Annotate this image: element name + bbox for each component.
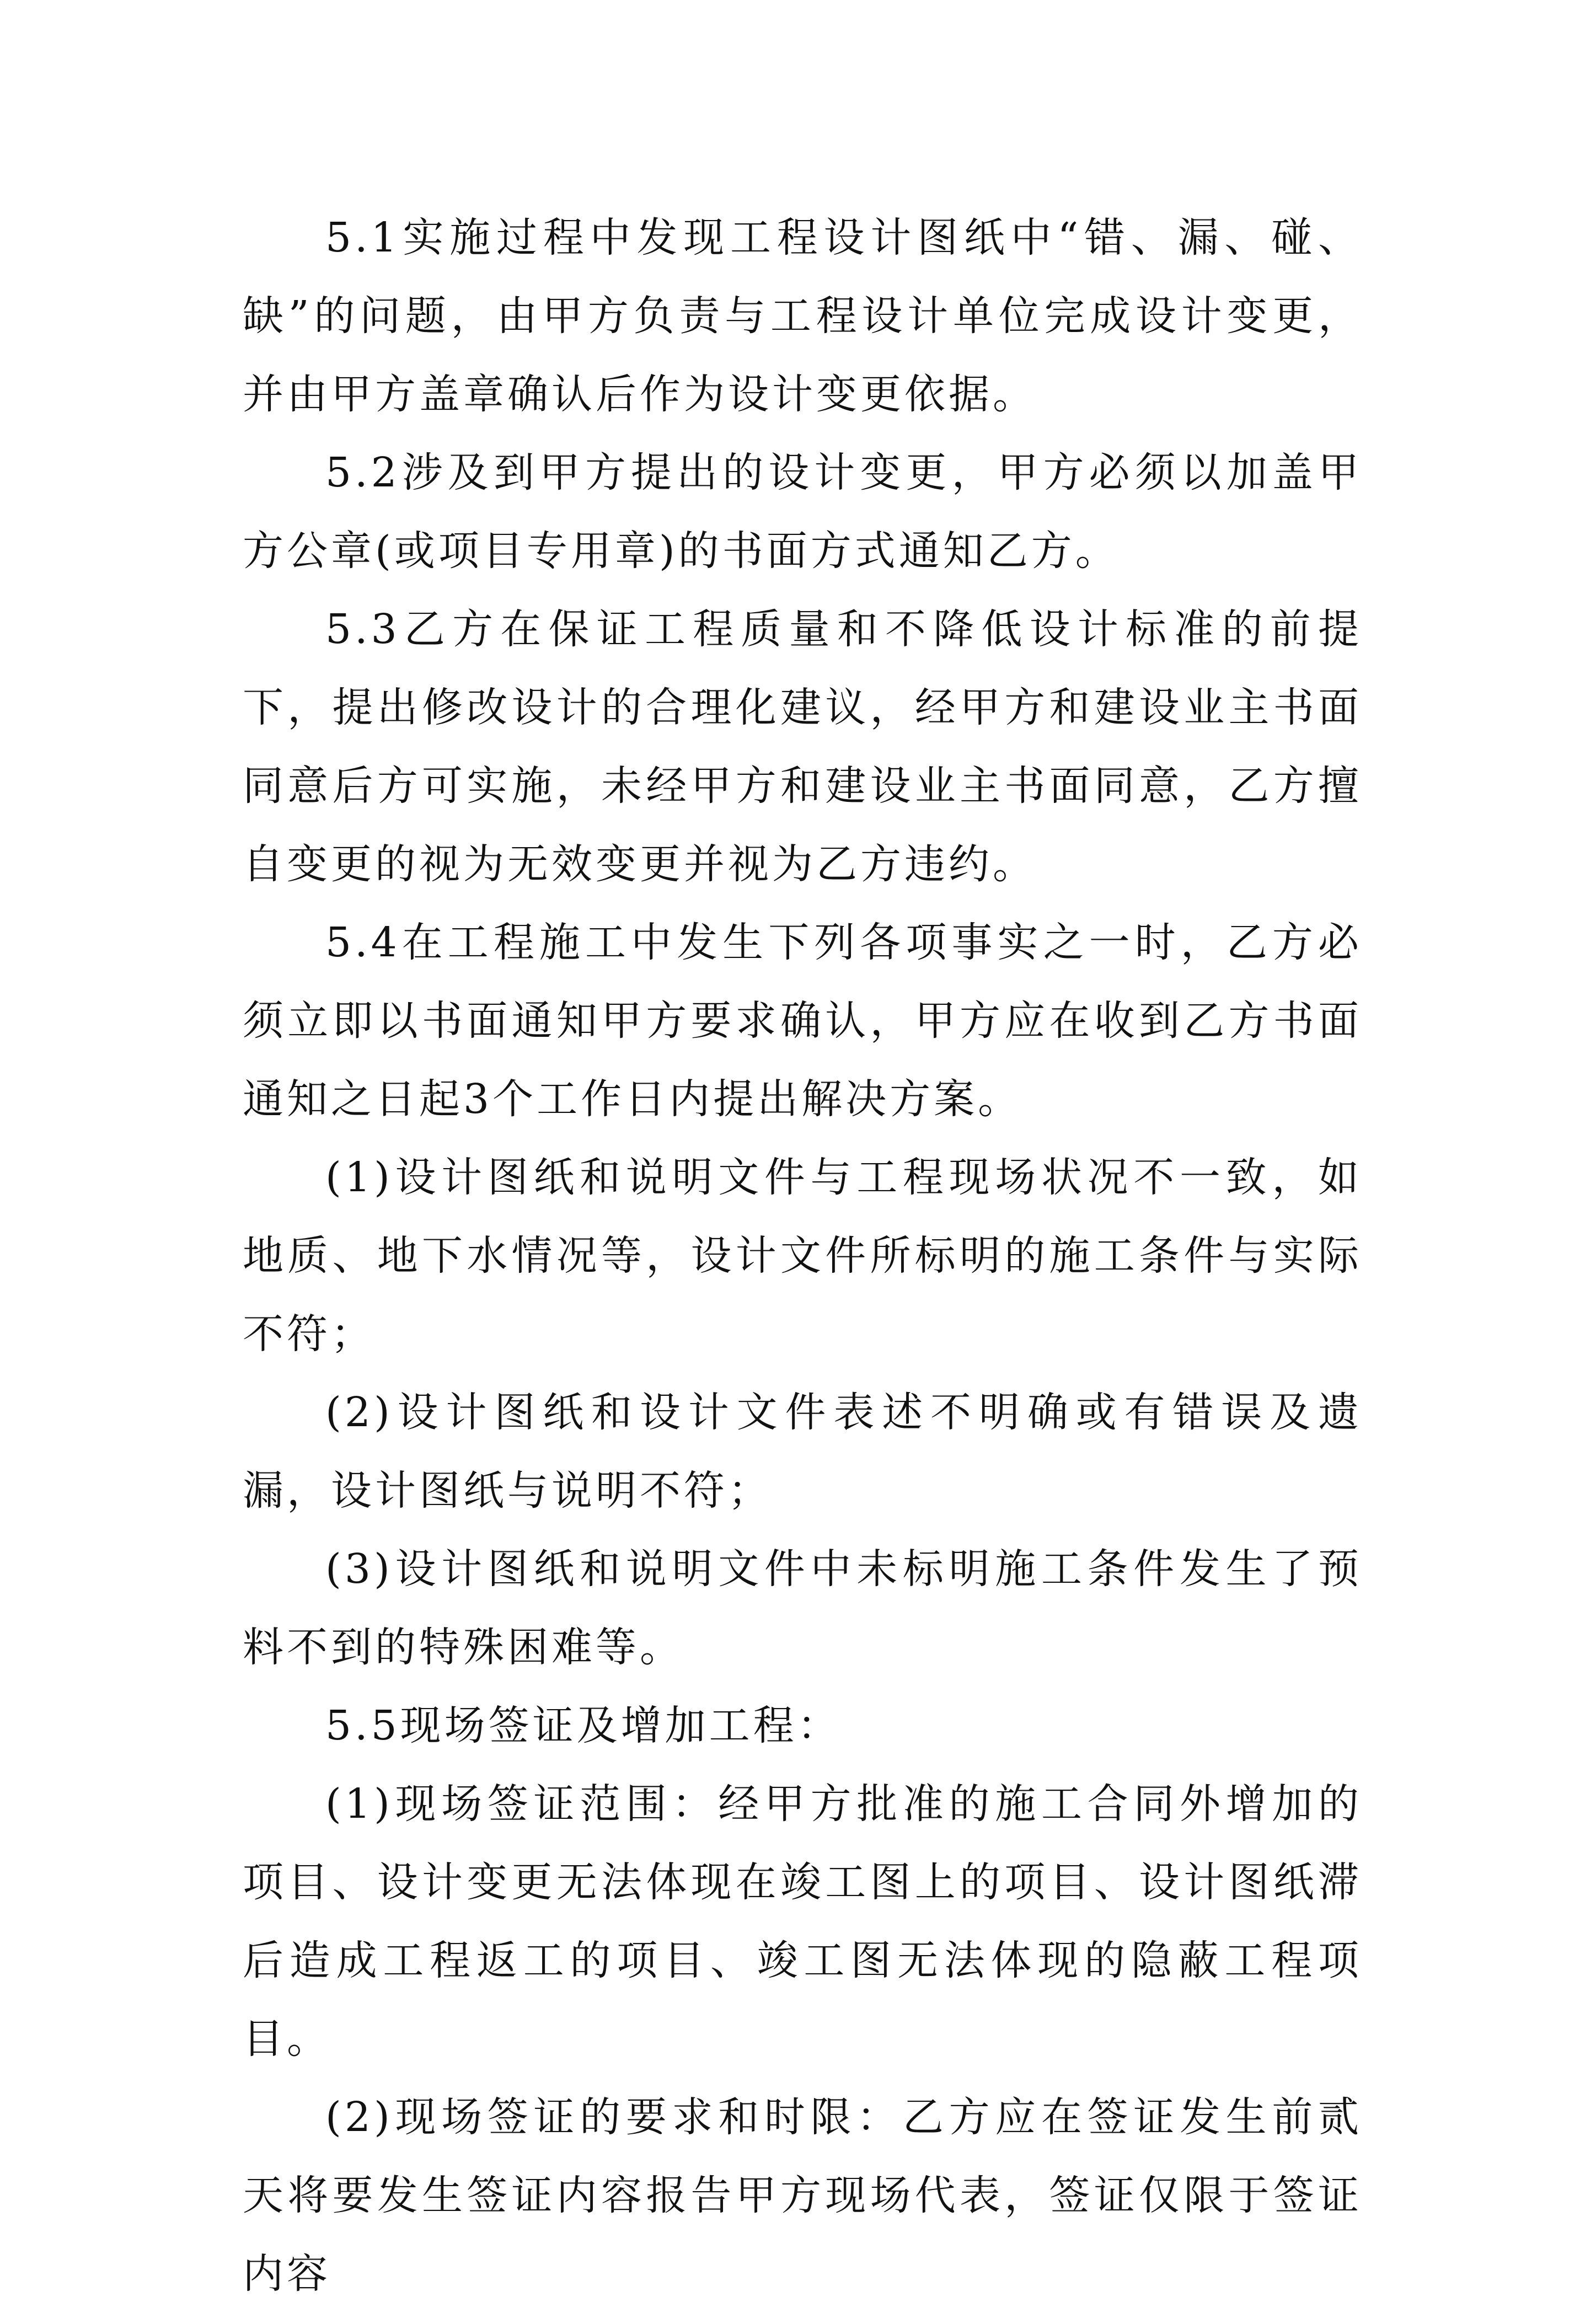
document-body	[243, 199, 1362, 2313]
paragraph-5-5-item-2: (2)现场签证的要求和时限：乙方应在签证发生前贰天将要发生签证内容报告甲方现场代表，签证仅限于签证内容	[243, 2094, 1362, 2298]
paragraph-5-4-item-1: (1)设计图纸和说明文件与工程现场状况不一致，如地质、地下水情况等，设计文件所标明的施工条件与实际不符；	[243, 1154, 1362, 1358]
paragraph-5-4-item-2: (2)设计图纸和设计文件表述不明确或有错误及遗漏，设计图纸与说明不符；	[243, 1389, 1362, 1514]
paragraph-5-4: 5.4在工程施工中发生下列各项事实之一时，乙方必须立即以书面通知甲方要求确认，甲方应在收到乙方书面通知之日起3个工作日内提出解决方案。	[243, 919, 1362, 1123]
paragraph-5-1: 5.1实施过程中发现工程设计图纸中“错、漏、碰、缺”的问题，由甲方负责与工程设计单位完成设计变更，并由甲方盖章确认后作为设计变更依据。	[243, 214, 1362, 418]
paragraph-5-4-item-3: (3)设计图纸和说明文件中未标明施工条件发生了预料不到的特殊困难等。	[243, 1545, 1362, 1671]
paragraph-5-5-heading: 5.5现场签证及增加工程：	[325, 1702, 842, 1749]
paragraph-5-2: 5.2涉及到甲方提出的设计变更，甲方必须以加盖甲方公章(或项目专用章)的书面方式通知乙方。	[243, 449, 1362, 575]
paragraph-5-5-item-1: (1)现场签证范围：经甲方批准的施工合同外增加的项目、设计变更无法体现在竣工图上的项目、设计图纸滞后造成工程返工的项目、竣工图无法体现的隐蔽工程项目。	[243, 1780, 1362, 2063]
paragraph-5-3: 5.3乙方在保证工程质量和不降低设计标准的前提下，提出修改设计的合理化建议，经甲方和建设业主书面同意后方可实施，未经甲方和建设业主书面同意，乙方擅自变更的视为无效变更并视为乙方违约。	[243, 606, 1362, 888]
